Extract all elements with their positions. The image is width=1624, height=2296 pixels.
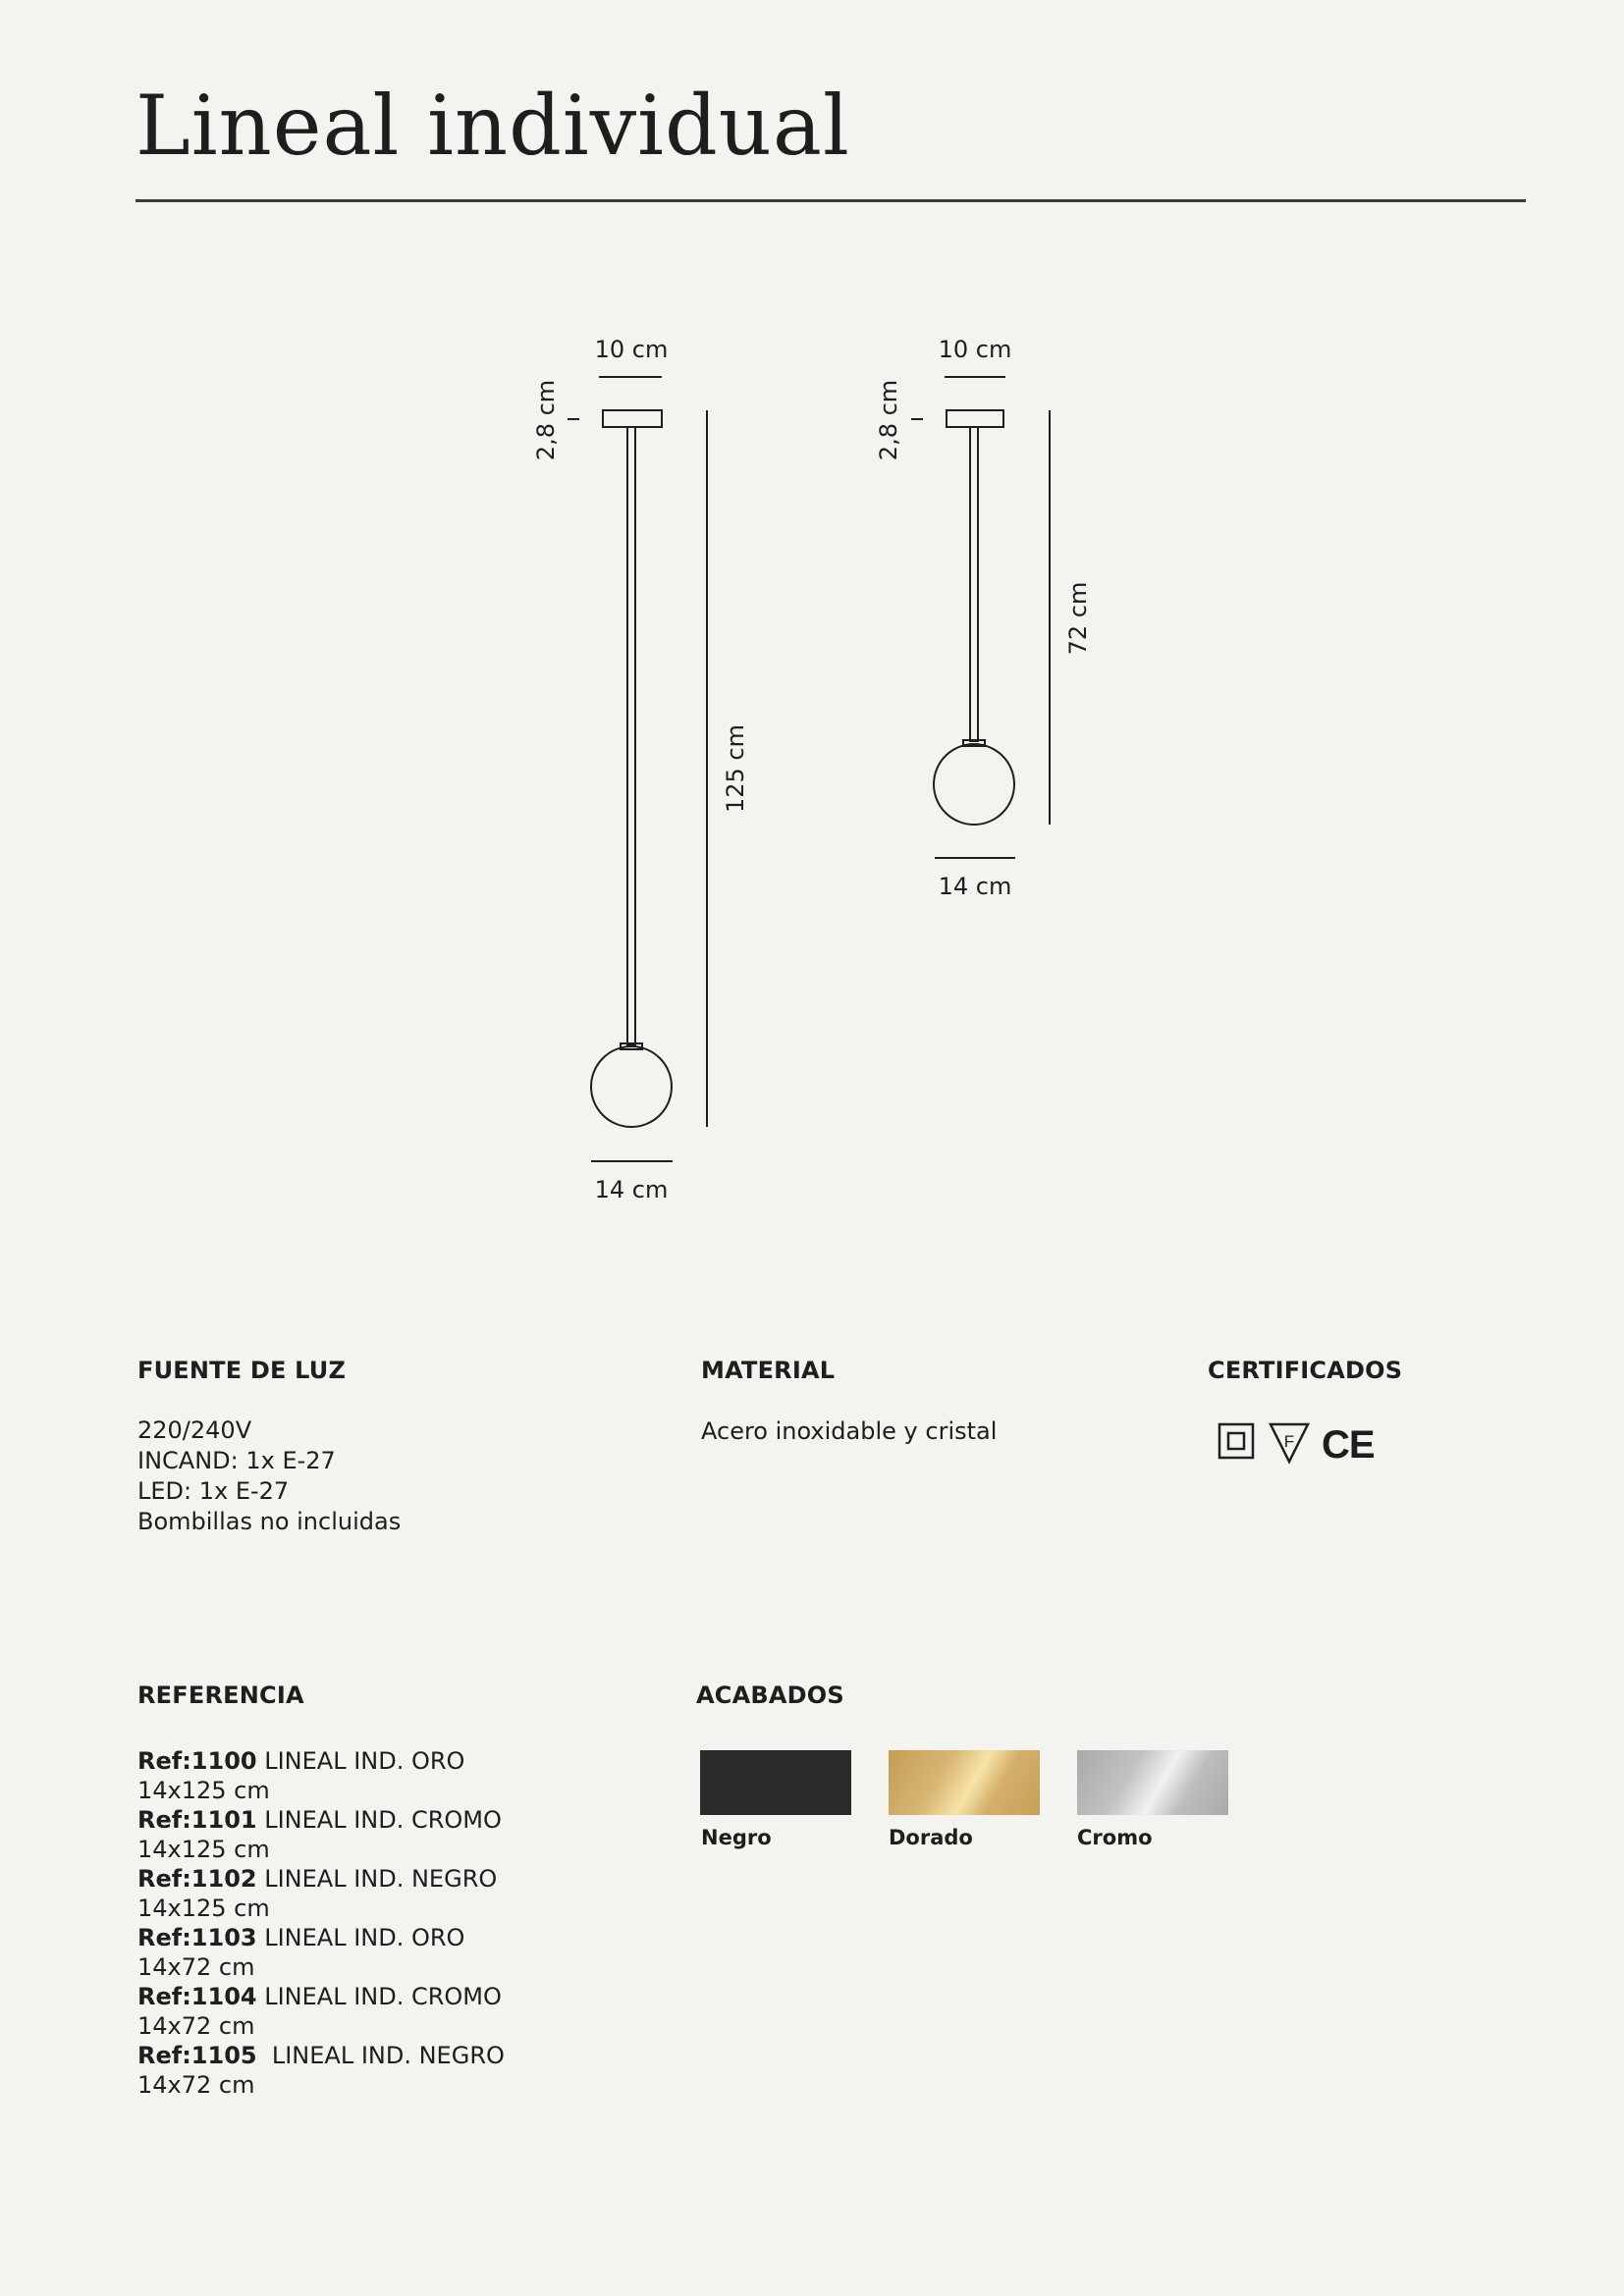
reference-size: 14x125 cm — [137, 1836, 270, 1863]
finishes-heading: ACABADOS — [696, 1682, 844, 1709]
reference-name: LINEAL IND. ORO — [256, 1924, 465, 1951]
reference-name: LINEAL IND. CROMO — [256, 1806, 502, 1834]
reference-code: Ref:1101 — [137, 1806, 257, 1834]
lamp-short-height-label: 72 cm — [1064, 581, 1092, 656]
light-source-heading: FUENTE DE LUZ — [137, 1357, 347, 1384]
lamp-short-canopy — [947, 410, 1003, 427]
ce-mark-icon: CE — [1322, 1423, 1375, 1466]
lamp-long-canopy-height-label: 2,8 cm — [532, 379, 560, 461]
lamp-short-rod — [970, 427, 978, 741]
reference-code: Ref:1105 — [137, 2042, 257, 2069]
certificates-icons — [1218, 1420, 1384, 1466]
light-source-list — [137, 1415, 401, 1537]
reference-size: 14x72 cm — [137, 2071, 255, 2099]
reference-name: LINEAL IND. ORO — [256, 1747, 465, 1775]
lamp-short-drawing — [911, 377, 1050, 858]
finish-swatch-cromo — [1077, 1750, 1228, 1815]
page-title: Lineal individual — [135, 78, 850, 174]
lamp-long-canopy — [603, 410, 662, 427]
material-heading: MATERIAL — [701, 1357, 836, 1384]
lamp-short-canopy-width-label: 10 cm — [938, 336, 1012, 363]
lamp-long-globe — [591, 1046, 672, 1127]
finish-label-negro: Negro — [701, 1826, 772, 1849]
reference-item — [137, 1923, 505, 1952]
reference-code: Ref:1102 — [137, 1865, 257, 1893]
reference-size: 14x125 cm — [137, 1895, 270, 1922]
light-source-line: LED: 1x E-27 — [137, 1477, 290, 1505]
f-mark-triangle-icon — [1271, 1424, 1308, 1462]
light-source-line: INCAND: 1x E-27 — [137, 1447, 336, 1474]
finish-swatch-negro — [700, 1750, 851, 1815]
lamp-long-height-label: 125 cm — [722, 723, 749, 814]
light-source-line: Bombillas no incluidas — [137, 1508, 402, 1535]
reference-item — [137, 1982, 505, 2011]
reference-name: LINEAL IND. NEGRO — [256, 2042, 505, 2069]
reference-name: LINEAL IND. NEGRO — [256, 1865, 498, 1893]
finish-swatch-dorado — [889, 1750, 1040, 1815]
reference-size: 14x72 cm — [137, 1953, 255, 1981]
reference-name: LINEAL IND. CROMO — [256, 1983, 502, 2010]
finish-label-dorado: Dorado — [889, 1826, 973, 1849]
lamp-long-canopy-width-label: 10 cm — [594, 336, 669, 363]
reference-item — [137, 2041, 505, 2070]
lamp-short-globe — [934, 744, 1014, 825]
lamp-long-globe-width-label: 14 cm — [594, 1176, 669, 1203]
lamp-long-drawing — [568, 377, 707, 1161]
lamp-short-canopy-height-label: 2,8 cm — [875, 379, 902, 461]
lamp-long-rod — [627, 427, 635, 1045]
reference-code: Ref:1103 — [137, 1924, 257, 1951]
material-value: Acero inoxidable y cristal — [701, 1417, 998, 1445]
finish-label-cromo: Cromo — [1077, 1826, 1153, 1849]
reference-size: 14x72 cm — [137, 2012, 255, 2040]
reference-size: 14x125 cm — [137, 1777, 270, 1804]
reference-item — [137, 1805, 505, 1835]
reference-code: Ref:1100 — [137, 1747, 257, 1775]
reference-code: Ref:1104 — [137, 1983, 257, 2010]
reference-item — [137, 1864, 505, 1894]
svg-text:F: F — [1283, 1432, 1295, 1451]
light-source-line: 220/240V — [137, 1416, 252, 1444]
references-list — [137, 1746, 505, 2100]
reference-item — [137, 1746, 505, 1776]
lamp-short-globe-width-label: 14 cm — [938, 873, 1012, 900]
class-ii-double-insulation-icon — [1219, 1424, 1253, 1458]
certificates-heading: CERTIFICADOS — [1208, 1357, 1403, 1384]
references-heading: REFERENCIA — [137, 1682, 304, 1709]
